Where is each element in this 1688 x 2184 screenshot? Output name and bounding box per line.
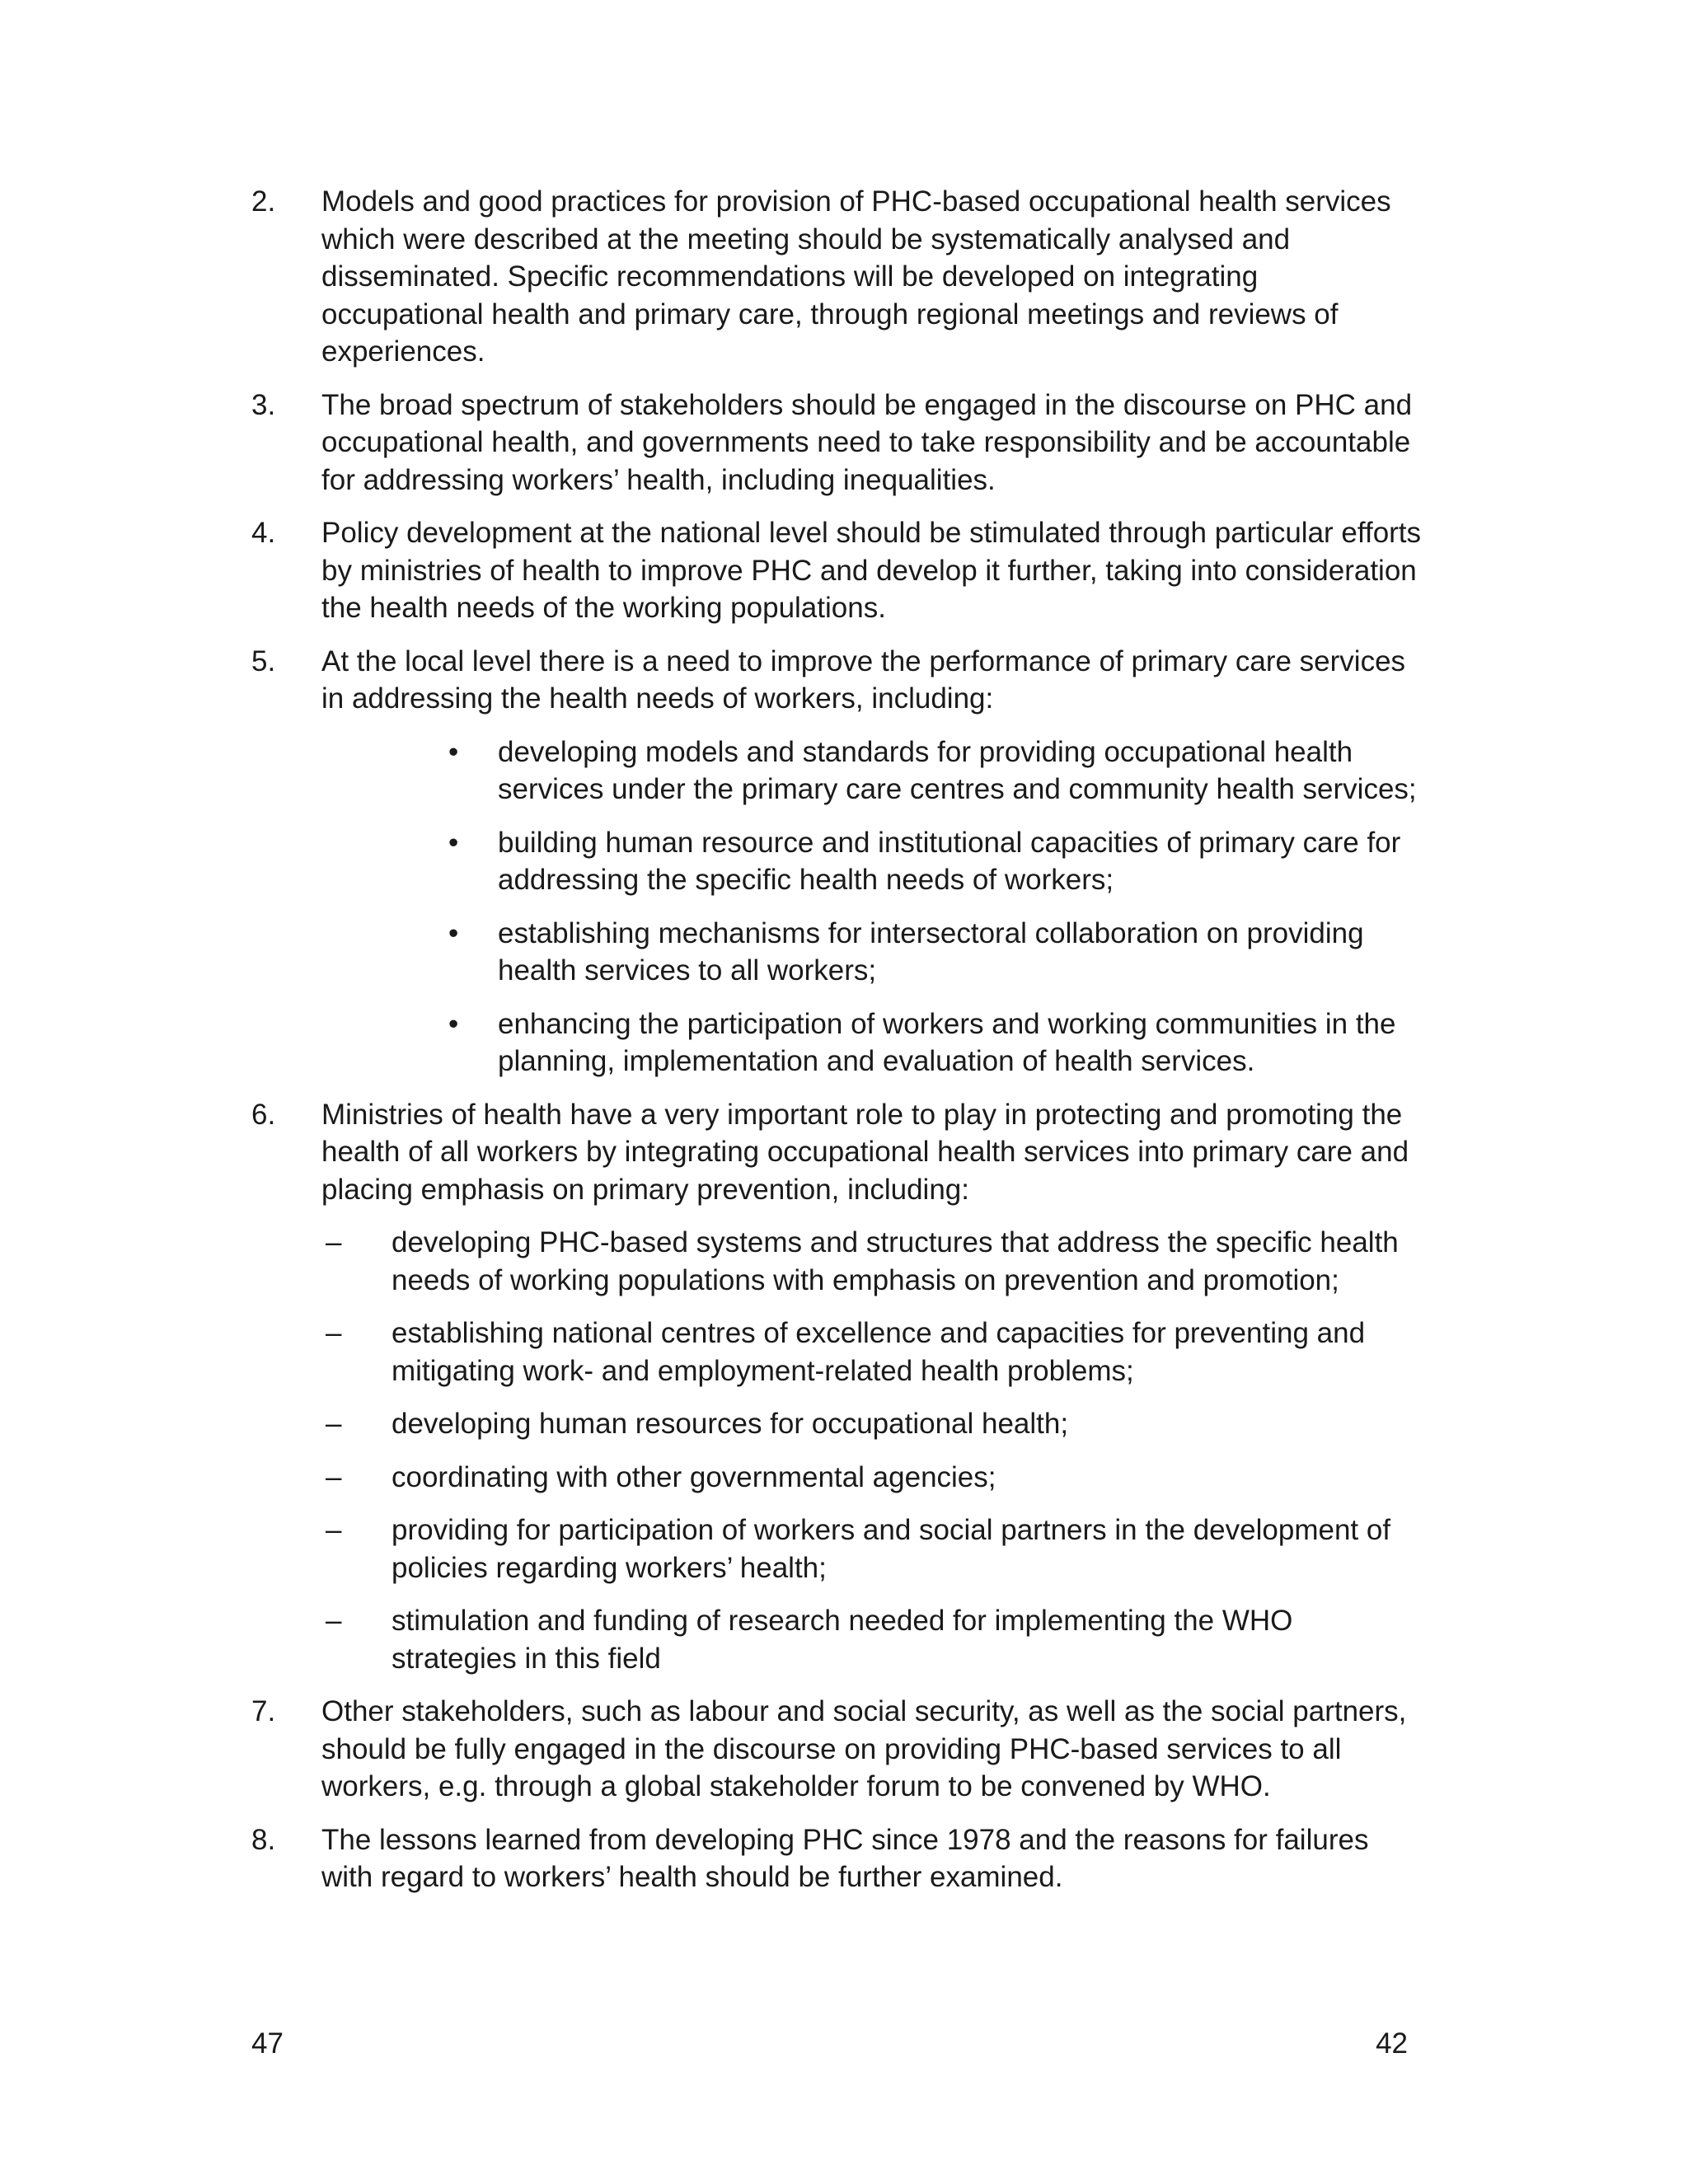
bullet-sublist	[321, 733, 1422, 1080]
item-number: 6.	[251, 1098, 276, 1131]
footer-page-number-left: 47	[251, 2027, 284, 2060]
list-item	[251, 643, 1422, 1080]
dash-item	[251, 1602, 1422, 1677]
list-item	[251, 1096, 1422, 1678]
bullet-item	[443, 824, 1422, 899]
dash-text: establishing national centres of excellence and capacities for preventing and mitigating work- and employment-related health problems;	[392, 1317, 1366, 1387]
item-text: The lessons learned from developing PHC since 1978 and the reasons for failures with regard to workers’ health should be further examined.	[321, 1823, 1369, 1893]
list-item	[251, 1693, 1422, 1806]
dash-item	[251, 1405, 1422, 1443]
item-number: 8.	[251, 1823, 276, 1856]
item-number: 2.	[251, 185, 276, 218]
bullet-icon: •	[448, 1007, 459, 1040]
item-text: Other stakeholders, such as labour and social security, as well as the social partners, should be fully engaged in the discourse on providing PHC-based services to all workers, e.g. through a global stakeholder forum to be convened by WHO.	[321, 1695, 1407, 1802]
list-item	[251, 514, 1422, 627]
bullet-icon: •	[448, 735, 459, 768]
dash-icon: –	[326, 1408, 342, 1440]
list-item	[251, 183, 1422, 371]
dash-item	[251, 1459, 1422, 1497]
dash-text: coordinating with other governmental agencies;	[392, 1460, 996, 1493]
dash-text: developing PHC-based systems and structures that address the specific health needs of working populations with emphasis on prevention and promotion;	[392, 1226, 1399, 1296]
bullet-item	[443, 915, 1422, 990]
item-number: 3.	[251, 388, 276, 421]
item-number: 5.	[251, 644, 276, 677]
dash-icon: –	[326, 1514, 342, 1546]
dash-text: developing human resources for occupational health;	[392, 1408, 1069, 1440]
list-item	[251, 387, 1422, 499]
item-number: 7.	[251, 1695, 276, 1727]
recommendations-list	[251, 183, 1422, 1912]
dash-icon: –	[326, 1605, 342, 1637]
dash-icon: –	[326, 1226, 342, 1258]
dash-item	[251, 1511, 1422, 1586]
list-item	[251, 1821, 1422, 1896]
bullet-text: building human resource and institutional capacities of primary care for addressing the specific health needs of workers;	[498, 826, 1401, 896]
item-text: Models and good practices for provision of PHC-based occupational health services which were described at the meeting should be systematically analysed and disseminated. Specific recommendations will be developed on integrating occupational health and primary care, through regional meetings and reviews of experiences.	[321, 185, 1391, 368]
dash-item	[251, 1224, 1422, 1299]
item-text: At the local level there is a need to improve the performance of primary care services in addressing the health needs of workers, including:	[321, 644, 1406, 715]
dash-text: providing for participation of workers and social partners in the development of policies regarding workers’ health;	[392, 1514, 1391, 1584]
bullet-text: enhancing the participation of workers and working communities in the planning, implementation and evaluation of health services.	[498, 1007, 1396, 1077]
item-number: 4.	[251, 517, 276, 549]
bullet-text: establishing mechanisms for intersectoral collaboration on providing health services to all workers;	[498, 916, 1364, 987]
dash-text: stimulation and funding of research needed for implementing the WHO strategies in this field	[392, 1605, 1293, 1675]
bullet-item	[443, 1005, 1422, 1080]
bullet-text: developing models and standards for providing occupational health services under the primary care centres and community health services;	[498, 735, 1417, 805]
dash-icon: –	[326, 1460, 342, 1493]
bullet-icon: •	[448, 826, 459, 859]
item-text: The broad spectrum of stakeholders should be engaged in the discourse on PHC and occupational health, and governments need to take responsibility and be accountable for addressing workers’ health, including inequalities.	[321, 388, 1413, 496]
item-text: Policy development at the national level should be stimulated through particular efforts by ministries of health to improve PHC and develop it further, taking into consideration the health needs of the working populations.	[321, 517, 1422, 624]
item-text: Ministries of health have a very important role to play in protecting and promoting the health of all workers by integrating occupational health services into primary care and placing emphasis on primary prevention, including:	[321, 1098, 1409, 1206]
bullet-item	[443, 733, 1422, 808]
dash-item	[251, 1315, 1422, 1390]
dash-icon: –	[326, 1317, 342, 1349]
bullet-icon: •	[448, 916, 459, 949]
dash-sublist	[251, 1224, 1422, 1677]
footer-page-number-right: 42	[1376, 2027, 1408, 2060]
